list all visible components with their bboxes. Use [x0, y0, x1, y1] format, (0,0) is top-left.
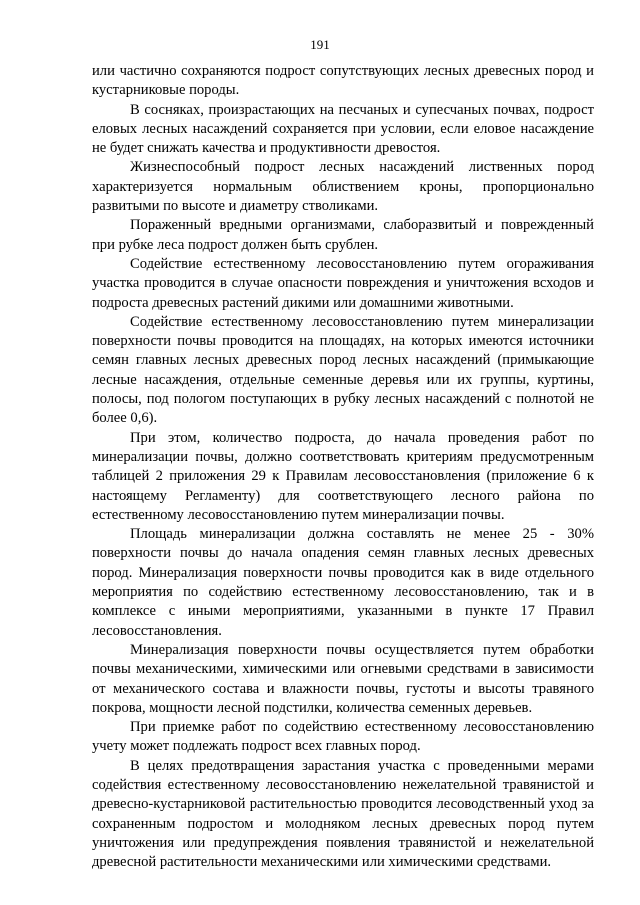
paragraph: Пораженный вредными организмами, слаборазвитый и поврежденный при рубке леса подрост должен быть срублен. [92, 217, 594, 253]
paragraph: При этом, количество подроста, до начала проведения работ по минерализации почвы, должно соответствовать критериям предусмотренным таблицей 2 приложения 29 к Правилам лесовосстановления (приложение 6 к настоящему Регламенту) для соответствующего лесного района по естественному лесовосстановлению путем минерализации почвы. [92, 429, 594, 523]
paragraph: Минерализация поверхности почвы осуществляется путем обработки почвы механическими, химическими или огневыми средствами в зависимости от механического состава и влажности почвы, густоты и высоты травяного покрова, мощности лесной подстилки, количества семенных деревьев. [92, 641, 594, 716]
paragraph: В целях предотвращения зарастания участка с проведенными мерами содействия естественному лесовосстановлению нежелательной травянистой и древесно-кустарниковой растительностью проводится лесоводственный уход за сохраненным подростом и молодняком лесных древесных пород путем уничтожения или предупреждения появления травянистой и нежелательной древесной растительности механическими или химическими средствами. [92, 757, 594, 871]
paragraph: Жизнеспособный подрост лесных насаждений лиственных пород характеризуется нормальным облиствением кроны, пропорционально развитыми по высоте и диаметру стволиками. [92, 159, 594, 215]
paragraph: Содействие естественному лесовосстановлению путем огораживания участка проводится в случае опасности повреждения и уничтожения всходов и подроста древесных растений дикими или домашними животными. [92, 255, 594, 311]
paragraph-continued: или частично сохраняются подрост сопутствующих лесных древесных пород и кустарниковые породы. [92, 63, 594, 99]
paragraph: Содействие естественному лесовосстановлению путем минерализации поверхности почвы проводится на площадях, на которых имеются источники семян главных лесных древесных пород лесных насаждений (примыкающие лесные насаждения, отдельные семенные деревья или их группы, куртины, полосы, под пологом поступающих в рубку лесных насаждений с полнотой не более 0,6). [92, 313, 594, 427]
paragraph: В сосняках, произрастающих на песчаных и супесчаных почвах, подрост еловых лесных насаждений сохраняется при условии, если еловое насаждение не будет снижать качества и продуктивности древостоя. [92, 101, 594, 157]
page-number: 191 [310, 37, 330, 52]
paragraph: Площадь минерализации должна составлять не менее 25 - 30% поверхности почвы до начала опадения семян главных лесных древесных пород. Минерализация поверхности почвы проводится как в виде отдельного мероприятия по содействию естественному лесовосстановлению, так и в комплексе с иными мероприятиями, указанными в пункте 17 Правил лесовосстановления. [92, 526, 594, 639]
page-body [92, 62, 594, 872]
paragraph: При приемке работ по содействию естественному лесовосстановлению учету может подлежать подрост всех главных пород. [92, 719, 594, 755]
